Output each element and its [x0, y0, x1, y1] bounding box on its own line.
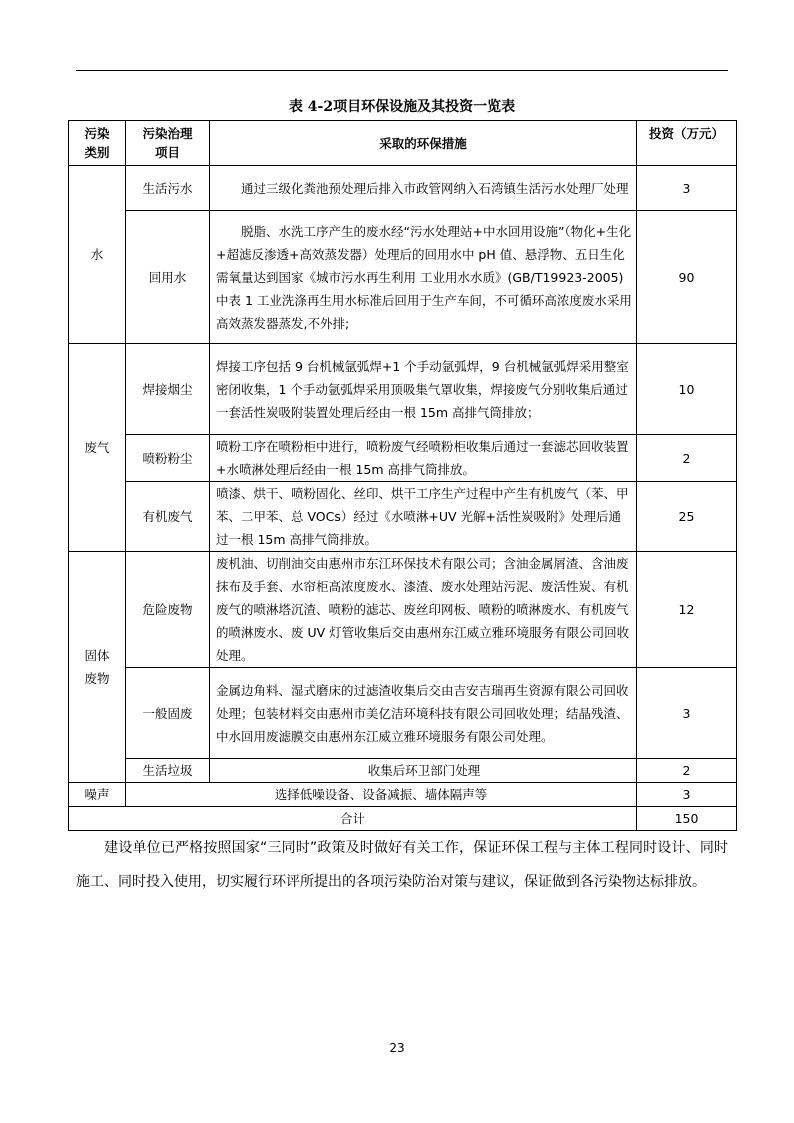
header-rule [76, 70, 728, 71]
invest-cell: 90 [637, 211, 737, 344]
invest-cell: 10 [637, 344, 737, 435]
table-row [69, 211, 737, 344]
measure-cell: 喷漆、烘干、喷粉固化、丝印、烘干工序生产过程中产生有机废气（苯、甲苯、二甲苯、总 VOCs）经过《水喷淋+UV 光解+活性炭吸附》处理后通过一根 15m 高排气筒排放。 [210, 482, 637, 552]
environmental-investment-table [68, 120, 737, 831]
item-cell: 喷粉粉尘 [126, 435, 210, 482]
measure-cell: 收集后环卫部门处理 [210, 759, 637, 783]
item-cell: 一般固废 [126, 668, 210, 759]
total-invest: 150 [637, 807, 737, 831]
item-cell: 回用水 [126, 211, 210, 344]
measure-cell: 废机油、切削油交由惠州市东江环保技术有限公司；含油金属屑渣、含油废抹布及手套、水帘柜高浓度废水、漆渣、废水处理站污泥、废活性炭、有机废气的喷淋塔沉渣、喷粉的滤芯、废丝印网板、喷粉的喷淋废水、有机废气的喷淋废水、废 UV 灯管收集后交由惠州东江威立雅环境服务有限公司回收处理。 [210, 552, 637, 668]
table-row [69, 344, 737, 435]
table-caption: 表 4-2项目环保设施及其投资一览表 [288, 99, 516, 115]
invest-cell: 3 [637, 668, 737, 759]
item-cell: 有机废气 [126, 482, 210, 552]
table-row [69, 166, 737, 211]
table-row [69, 482, 737, 552]
invest-cell: 2 [637, 759, 737, 783]
invest-cell: 3 [637, 166, 737, 211]
measure-cell: 金属边角料、湿式磨床的过滤渣收集后交由吉安吉瑞再生资源有限公司回收处理；包装材料交由惠州市美亿洁环境科技有限公司回收处理；结晶残渣、中水回用废滤膜交由惠州东江威立雅环境服务有限公司处理。 [210, 668, 637, 759]
table-header-row [69, 121, 737, 166]
measure-cell: 喷粉工序在喷粉柜中进行，喷粉废气经喷粉柜收集后通过一套滤芯回收装置+水喷淋处理后经由一根 15m 高排气筒排放。 [210, 435, 637, 482]
header-measure: 采取的环保措施 [210, 121, 637, 166]
measure-cell: 通过三级化粪池预处理后排入市政管网纳入石湾镇生活污水处理厂处理 [210, 166, 637, 211]
category-noise: 噪声 [69, 783, 126, 807]
measure-cell: 选择低噪设备、设备减振、墙体隔声等 [126, 783, 637, 807]
table-row-total [69, 807, 737, 831]
table-row [69, 552, 737, 668]
table-row [69, 668, 737, 759]
header-category: 污染类别 [69, 121, 126, 166]
invest-cell: 2 [637, 435, 737, 482]
item-cell: 生活污水 [126, 166, 210, 211]
item-cell: 危险废物 [126, 552, 210, 668]
measure-cell: 脱脂、水洗工序产生的废水经“污水处理站+中水回用设施”（物化+生化+超滤反渗透+高效蒸发器）处理后的回用水中 pH 值、悬浮物、五日生化需氧量达到国家《城市污水再生利用 工业用水水质》(GB/T19923-2005)中表 1 工业洗涤再生用水标准后回用于生产车间，不可循环高浓度废水采用高效蒸发器蒸发,不外排; [210, 211, 637, 344]
category-gas: 废气 [69, 344, 126, 552]
item-cell: 焊接烟尘 [126, 344, 210, 435]
paragraph-text: 建设单位已严格按照国家“三同时”政策及时做好有关工作，保证环保工程与主体工程同时设计、同时施工、同时投入使用，切实履行环评所提出的各项污染防治对策与建议，保证做到各污染物达标排放。 [76, 840, 728, 890]
header-item: 污染治理项目 [126, 121, 210, 166]
table-row-noise [69, 783, 737, 807]
category-water: 水 [69, 166, 126, 344]
body-paragraph [76, 831, 728, 899]
invest-cell: 3 [637, 783, 737, 807]
header-invest: 投资（万元） [637, 121, 737, 166]
page-number: 23 [389, 1041, 405, 1055]
invest-cell: 12 [637, 552, 737, 668]
measure-cell: 焊接工序包括 9 台机械氩弧焊+1 个手动氩弧焊，9 台机械氩弧焊采用整室密闭收集，1 个手动氩弧焊采用顶吸集气罩收集，焊接废气分别收集后通过一套活性炭吸附装置处理后经由一根 15m 高排气筒排放； [210, 344, 637, 435]
invest-cell: 25 [637, 482, 737, 552]
item-cell: 生活垃圾 [126, 759, 210, 783]
table-row [69, 435, 737, 482]
total-label: 合计 [69, 807, 637, 831]
table-row [69, 759, 737, 783]
category-solid: 固体废物 [69, 552, 126, 783]
